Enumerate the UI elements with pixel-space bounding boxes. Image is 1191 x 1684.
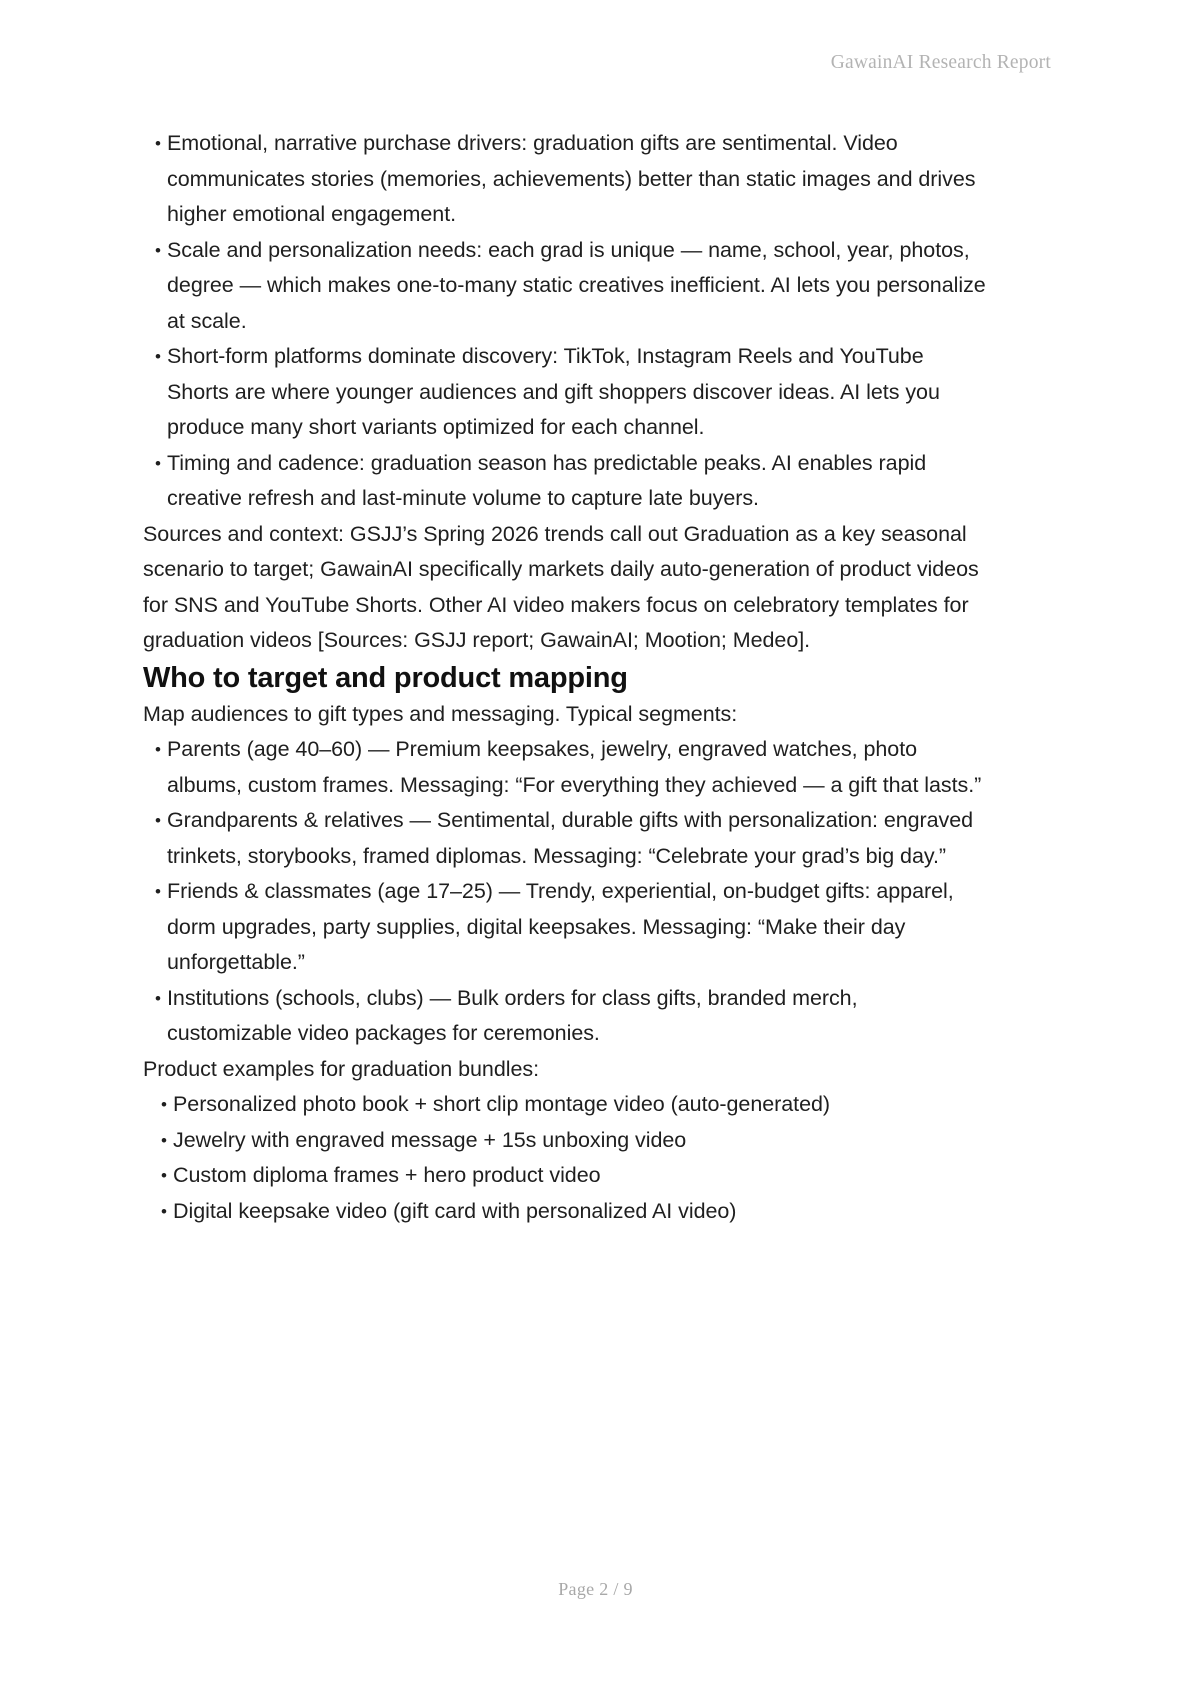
- list-item: • Timing and cadence: graduation season has predictable peaks. AI enables rapid creative refresh and last-minute volume to capture late buyers.: [143, 446, 988, 517]
- list-item: • Emotional, narrative purchase drivers: graduation gifts are sentimental. Video communicates stories (memories, achievements) better than static images and drives higher emotional engagement.: [143, 126, 988, 233]
- sources-and-context-paragraph: Sources and context: GSJJ’s Spring 2026 trends call out Graduation as a key seasonal scenario to target; GawainAI specifically markets daily auto-generation of product videos for SNS and YouTube Shorts. Other AI video makers focus on celebratory templates for graduation videos [Sources: GSJJ report; GawainAI; Mootion; Medeo].: [143, 521, 979, 652]
- section-heading-who-to-target: Who to target and product mapping: [143, 661, 628, 694]
- list-item: • Parents (age 40–60) — Premium keepsakes, jewelry, engraved watches, photo albums, custom frames. Messaging: “For everything they achieved — a gift that lasts.”: [143, 732, 988, 803]
- list-item: • Scale and personalization needs: each grad is unique — name, school, year, photos, degree — which makes one-to-many static creatives inefficient. AI lets you personalize at scale.: [143, 233, 988, 340]
- audience-segment-list: [143, 732, 988, 1052]
- list-item: • Personalized photo book + short clip montage video (auto-generated): [143, 1087, 988, 1123]
- section-intro-paragraph: Map audiences to gift types and messaging. Typical segments:: [143, 701, 738, 726]
- product-examples-list: [143, 1087, 988, 1229]
- product-examples-intro: Product examples for graduation bundles:: [143, 1056, 539, 1081]
- list-item: • Short-form platforms dominate discovery: TikTok, Instagram Reels and YouTube Shorts are where younger audiences and gift shoppers discover ideas. AI lets you produce many short variants optimized for each channel.: [143, 339, 988, 446]
- why-video-bullet-list: [143, 126, 988, 517]
- page-footer: Page 2 / 9: [558, 1579, 633, 1599]
- list-item: • Friends & classmates (age 17–25) — Trendy, experiential, on-budget gifts: apparel, dorm upgrades, party supplies, digital keepsakes. Messaging: “Make their day unforgettable.”: [143, 874, 988, 981]
- page-content: [143, 126, 988, 1229]
- list-item: • Grandparents & relatives — Sentimental, durable gifts with personalization: engraved trinkets, storybooks, framed diplomas. Messaging: “Celebrate your grad’s big day.”: [143, 803, 988, 874]
- list-item: • Custom diploma frames + hero product video: [143, 1158, 988, 1194]
- running-header: GawainAI Research Report: [830, 52, 1051, 73]
- list-item: • Institutions (schools, clubs) — Bulk orders for class gifts, branded merch, customizable video packages for ceremonies.: [143, 981, 988, 1052]
- list-item: • Digital keepsake video (gift card with personalized AI video): [143, 1194, 988, 1230]
- list-item: • Jewelry with engraved message + 15s unboxing video: [143, 1123, 988, 1159]
